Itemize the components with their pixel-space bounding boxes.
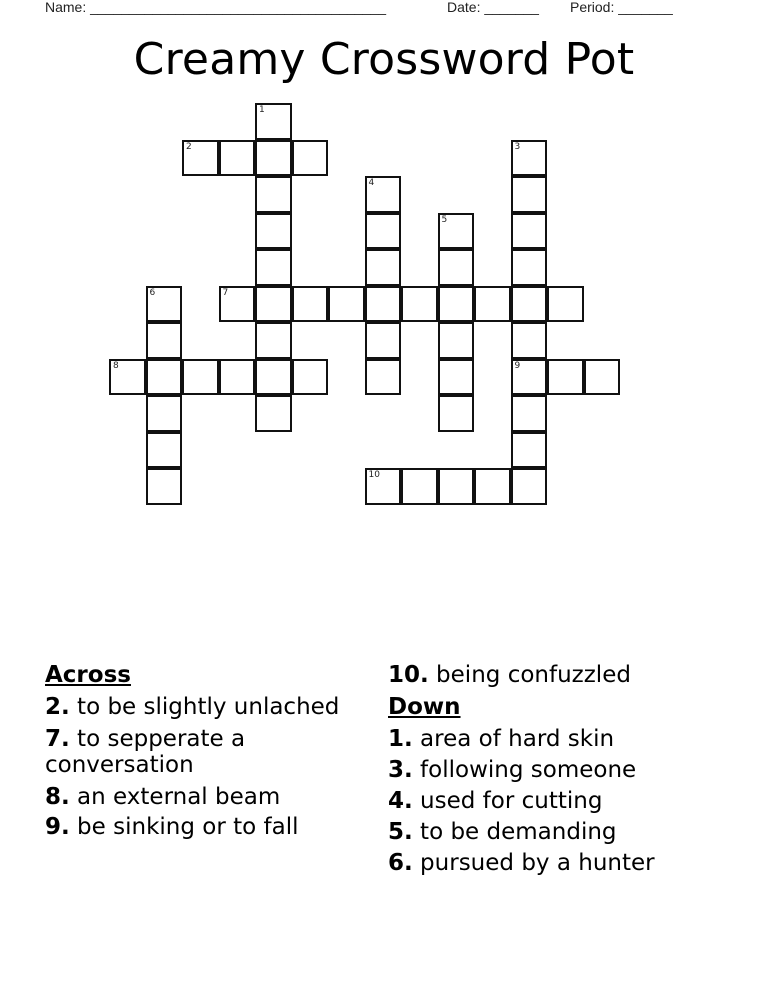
clue-number: 4. bbox=[388, 788, 413, 814]
crossword-cell[interactable] bbox=[328, 286, 365, 323]
crossword-cell[interactable] bbox=[146, 395, 183, 432]
crossword-cell[interactable] bbox=[584, 359, 621, 396]
clue-across-2 bbox=[45, 694, 345, 720]
crossword-cell[interactable] bbox=[146, 359, 183, 396]
clue-number: 8. bbox=[45, 784, 70, 810]
down-heading: Down bbox=[388, 694, 461, 720]
across-heading: Across bbox=[45, 662, 131, 688]
crossword-cell[interactable] bbox=[255, 213, 292, 250]
cell-number: 6 bbox=[149, 287, 156, 298]
crossword-cell[interactable] bbox=[511, 468, 548, 505]
cell-number: 2 bbox=[186, 141, 192, 152]
crossword-cell[interactable] bbox=[219, 286, 256, 323]
crossword-cell[interactable] bbox=[146, 322, 183, 359]
clue-text: following someone bbox=[412, 757, 637, 783]
crossword-cell[interactable] bbox=[365, 468, 402, 505]
clue-text: be sinking or to fall bbox=[69, 814, 299, 840]
crossword-cell[interactable] bbox=[365, 322, 402, 359]
clue-across-7 bbox=[45, 726, 345, 778]
clue-text: being confuzzled bbox=[428, 662, 631, 688]
clue-text: to be demanding bbox=[412, 819, 617, 845]
crossword-cell[interactable] bbox=[474, 286, 511, 323]
crossword-cell[interactable] bbox=[255, 395, 292, 432]
clue-number: 3. bbox=[388, 757, 413, 783]
clue-number: 2. bbox=[45, 694, 70, 720]
crossword-cell[interactable] bbox=[511, 286, 548, 323]
crossword-cell[interactable] bbox=[511, 213, 548, 250]
crossword-cell[interactable] bbox=[511, 249, 548, 286]
crossword-cell[interactable] bbox=[547, 359, 584, 396]
crossword-cell[interactable] bbox=[255, 103, 292, 140]
crossword-cell[interactable] bbox=[511, 432, 548, 469]
crossword-cell[interactable] bbox=[438, 359, 475, 396]
crossword-cell[interactable] bbox=[511, 140, 548, 177]
clue-down-1 bbox=[388, 726, 748, 752]
crossword-cell[interactable] bbox=[438, 286, 475, 323]
crossword-cell[interactable] bbox=[292, 286, 329, 323]
crossword-cell[interactable] bbox=[365, 176, 402, 213]
clue-number: 5. bbox=[388, 819, 413, 845]
page-title: Creamy Crossword Pot bbox=[133, 34, 635, 85]
crossword-cell[interactable] bbox=[511, 395, 548, 432]
crossword-cell[interactable] bbox=[365, 213, 402, 250]
crossword-cell[interactable] bbox=[292, 359, 329, 396]
cell-number: 8 bbox=[113, 360, 119, 371]
clue-across-8 bbox=[45, 784, 345, 810]
cell-number: 7 bbox=[222, 287, 229, 298]
crossword-cell[interactable] bbox=[438, 322, 475, 359]
crossword-cell[interactable] bbox=[511, 359, 548, 396]
cell-number: 9 bbox=[514, 360, 521, 371]
clue-down-4 bbox=[388, 788, 748, 814]
crossword-cell[interactable] bbox=[219, 359, 256, 396]
clue-number: 1. bbox=[388, 726, 413, 752]
crossword-cell[interactable] bbox=[182, 140, 219, 177]
clue-text: to be slightly unlached bbox=[69, 694, 340, 720]
crossword-cell[interactable] bbox=[438, 468, 475, 505]
cell-number: 5 bbox=[441, 214, 448, 225]
crossword-cell[interactable] bbox=[109, 359, 146, 396]
crossword-cell[interactable] bbox=[255, 140, 292, 177]
cell-number: 4 bbox=[368, 178, 375, 188]
crossword-cell[interactable] bbox=[146, 432, 183, 469]
crossword-cell[interactable] bbox=[511, 176, 548, 213]
crossword-cell[interactable] bbox=[146, 286, 183, 323]
clue-text: to sepperate a conversation bbox=[45, 726, 246, 778]
clue-number: 7. bbox=[45, 726, 70, 752]
crossword-cell[interactable] bbox=[474, 468, 511, 505]
crossword-cell[interactable] bbox=[255, 322, 292, 359]
name-field-label: Name: ______________________________________ bbox=[45, 0, 386, 15]
crossword-cell[interactable] bbox=[255, 359, 292, 396]
clue-number: 6. bbox=[388, 850, 413, 876]
crossword-cell[interactable] bbox=[547, 286, 584, 323]
crossword-cell[interactable] bbox=[365, 359, 402, 396]
crossword-cell[interactable] bbox=[438, 213, 475, 250]
clues-left-column bbox=[45, 662, 345, 846]
clue-text: area of hard skin bbox=[412, 726, 615, 752]
crossword-cell[interactable] bbox=[365, 249, 402, 286]
clue-number: 9. bbox=[45, 814, 70, 840]
crossword-cell[interactable] bbox=[401, 468, 438, 505]
clue-text: an external beam bbox=[69, 784, 281, 810]
crossword-cell[interactable] bbox=[438, 249, 475, 286]
cell-number: 3 bbox=[514, 141, 521, 152]
cell-number: 1 bbox=[259, 105, 265, 115]
clue-number: 10. bbox=[388, 662, 429, 688]
date-field-label: Date: _______ bbox=[447, 0, 539, 15]
cell-number: 10 bbox=[368, 470, 380, 480]
clue-across-9 bbox=[45, 814, 345, 840]
crossword-cell[interactable] bbox=[401, 286, 438, 323]
crossword-cell[interactable] bbox=[255, 176, 292, 213]
crossword-cell[interactable] bbox=[511, 322, 548, 359]
crossword-cell[interactable] bbox=[292, 140, 329, 177]
crossword-cell[interactable] bbox=[219, 140, 256, 177]
crossword-cell[interactable] bbox=[182, 359, 219, 396]
clue-text: used for cutting bbox=[412, 788, 603, 814]
crossword-cell[interactable] bbox=[438, 395, 475, 432]
clue-text: pursued by a hunter bbox=[412, 850, 655, 876]
clue-down-6 bbox=[388, 850, 748, 876]
clue-down-5 bbox=[388, 819, 748, 845]
clues-right-column bbox=[388, 662, 748, 882]
crossword-cell[interactable] bbox=[255, 286, 292, 323]
clue-down-3 bbox=[388, 757, 748, 783]
crossword-cell[interactable] bbox=[255, 249, 292, 286]
crossword-cell[interactable] bbox=[146, 468, 183, 505]
period-field-label: Period: _______ bbox=[570, 0, 673, 15]
crossword-cell[interactable] bbox=[365, 286, 402, 323]
clue-across-10 bbox=[388, 662, 748, 688]
